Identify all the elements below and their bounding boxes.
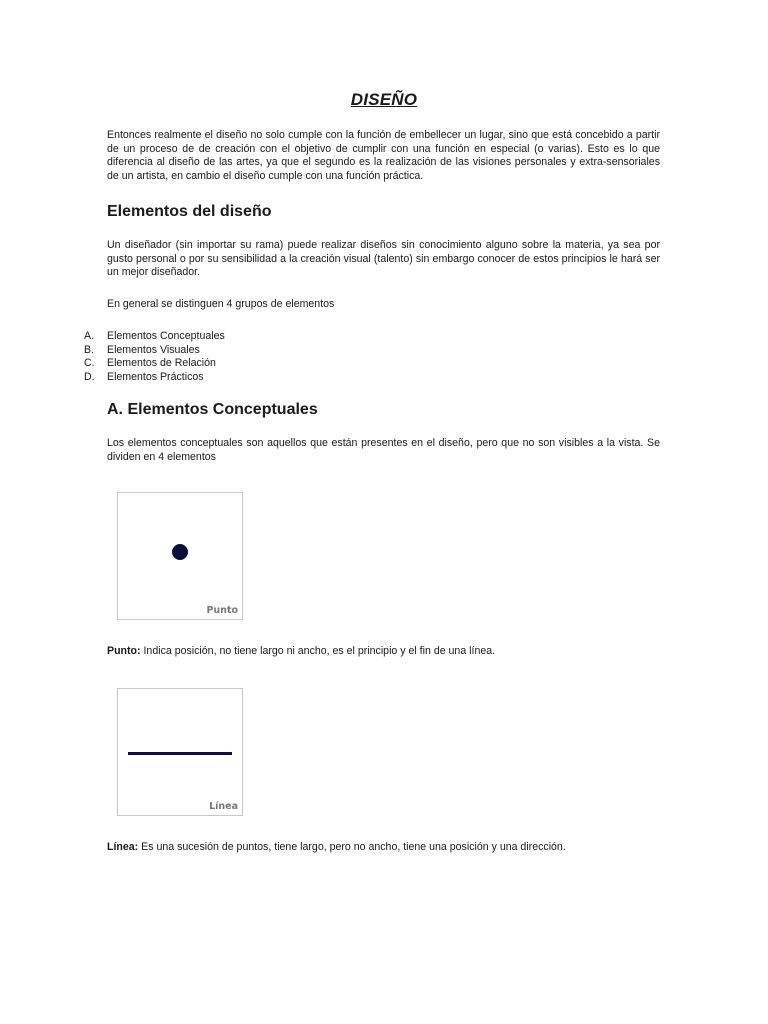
figure-caption: Línea xyxy=(209,801,238,812)
document-title: DISEÑO xyxy=(350,90,418,109)
definition-punto xyxy=(107,645,495,659)
element-groups-list xyxy=(84,330,225,384)
figure-punto xyxy=(117,492,243,620)
list-item-label: Elementos Prácticos xyxy=(107,370,204,383)
definition-text: Indica posición, no tiene largo ni ancho, es el principio y el fin de una línea. xyxy=(140,645,496,657)
section-heading-elementos-del-diseno: Elementos del diseño xyxy=(107,203,272,220)
definition-term: Línea: xyxy=(107,841,139,853)
section2-paragraph: Los elementos conceptuales son aquellos que están presentes en el diseño, pero que no son visibles a la vista. Se dividen en 4 elementos xyxy=(107,437,660,463)
list-marker: B. xyxy=(84,343,95,356)
list-item xyxy=(84,357,225,371)
list-item xyxy=(84,371,225,385)
figure-caption: Punto xyxy=(206,605,238,616)
definition-term: Punto: xyxy=(107,645,141,657)
definition-text: Es una sucesión de puntos, tiene largo, pero no ancho, tiene una posición y una dirección. xyxy=(138,841,566,853)
list-marker: D. xyxy=(84,370,95,383)
list-item xyxy=(84,330,225,344)
list-item-label: Elementos Conceptuales xyxy=(107,330,225,342)
definition-linea xyxy=(107,841,566,855)
list-item-label: Elementos de Relación xyxy=(107,357,216,369)
list-item xyxy=(84,344,225,358)
section1-paragraph: Un diseñador (sin importar su rama) puede realizar diseños sin conocimiento alguno sobre la materia, ya sea por gusto personal o por su sensibilidad a la creación visual (talento) sin embargo conocer de estos principios le hará ser un mejor diseñador. xyxy=(107,239,660,279)
intro-paragraph: Entonces realmente el diseño no solo cumple con la función de embellecer un lugar, sino que está concebido a partir de un proceso de de creación con el objetivo de cumplir con una función en especial (o varias). Esto es lo que diferencia al diseño de las artes, ya que el segundo es la realización de las visiones personales y extra-sensoriales de un artista, en cambio el diseño cumple con una función práctica. xyxy=(107,129,660,183)
list-marker: C. xyxy=(84,357,95,369)
figure-linea xyxy=(117,688,243,816)
line-shape xyxy=(128,752,232,755)
list-marker: A. xyxy=(84,330,95,342)
section1-paragraph-groups: En general se distinguen 4 grupos de elementos xyxy=(107,298,335,310)
point-shape xyxy=(172,544,188,560)
section-heading-elementos-conceptuales: A. Elementos Conceptuales xyxy=(107,401,318,418)
list-item-label: Elementos Visuales xyxy=(107,343,200,356)
